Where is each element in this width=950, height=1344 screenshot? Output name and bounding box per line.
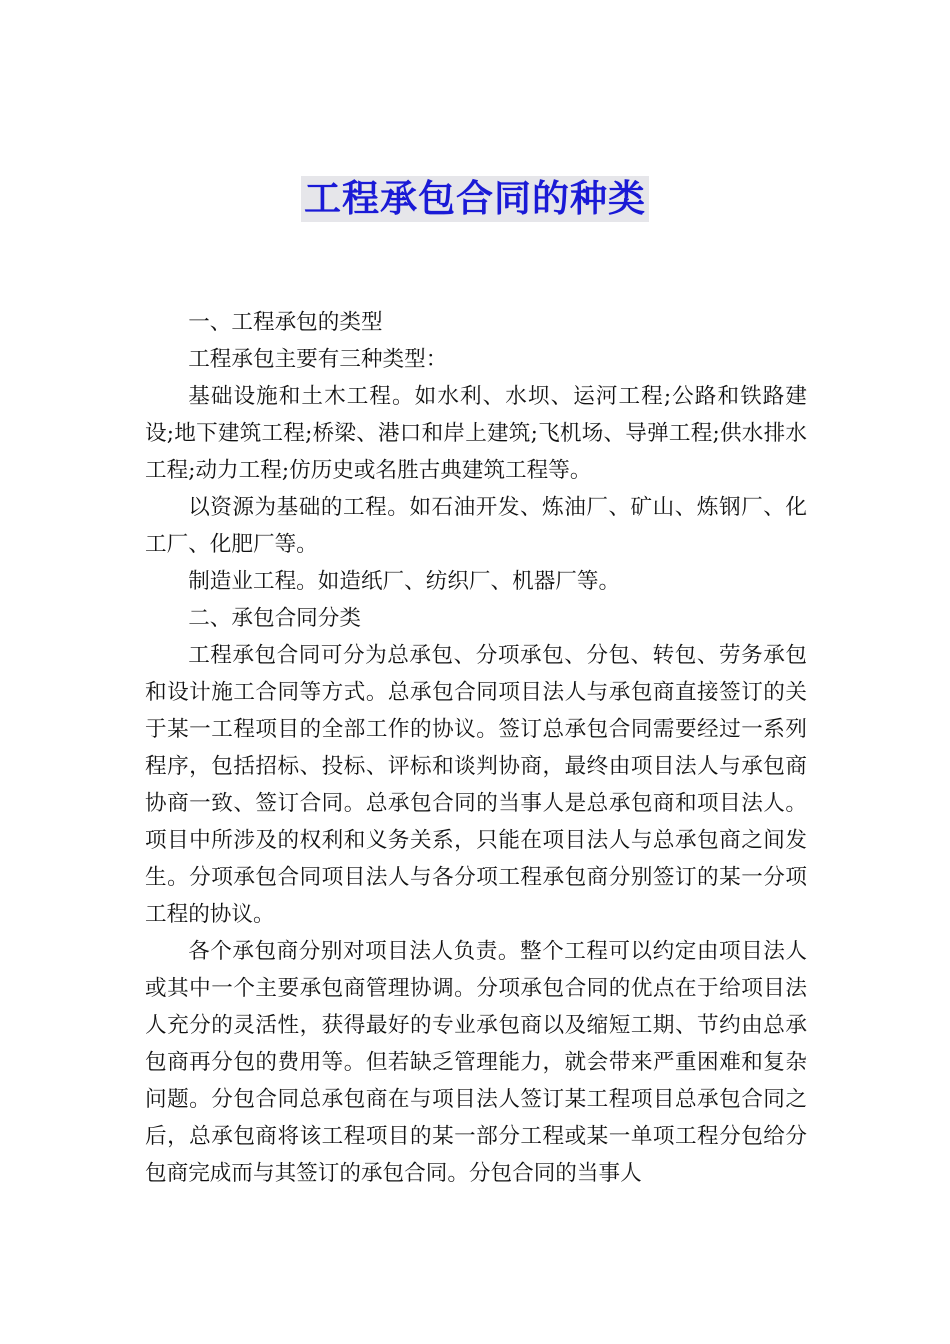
paragraph: 工程承包合同可分为总承包、分项承包、分包、转包、劳务承包和设计施工合同等方式。总承包合同项目法人与承包商直接签订的关于某一工程项目的全部工作的协议。签订总承包合同需要经过一系列程序，包括招标、投标、评标和谈判协商，最终由项目法人与承包商协商一致、签订合同。总承包合同的当事人是总承包商和项目法人。项目中所涉及的权利和义务关系，只能在项目法人与总承包商之间发生。分项承包合同项目法人与各分项工程承包商分别签订的某一分项工程的协议。 [145,643,807,927]
paragraph: 制造业工程。如造纸厂、纺织厂、机器厂等。 [188,569,621,594]
paragraph: 各个承包商分别对项目法人负责。整个工程可以约定由项目法人或其中一个主要承包商管理协调。分项承包合同的优点在于给项目法人充分的灵活性，获得最好的专业承包商以及缩短工期、节约由总承包商再分包的费用等。但若缺乏管理能力，就会带来严重困难和复杂问题。分包合同总承包商在与项目法人签订某工程项目总承包合同之后，总承包商将该工程项目的某一部分工程或某一单项工程分包给分包商完成而与其签订的承包合同。分包合同的当事人 [145,939,807,1186]
paragraph: 以资源为基础的工程。如石油开发、炼油厂、矿山、炼钢厂、化工厂、化肥厂等。 [145,495,807,557]
section-heading-2: 二、承包合同分类 [188,606,361,631]
paragraph: 工程承包主要有三种类型： [188,347,448,372]
document-title: 工程承包合同的种类 [301,176,649,222]
title-container [0,176,950,222]
section-heading-1: 一、工程承包的类型 [188,310,383,335]
document-body [145,304,807,1192]
paragraph: 基础设施和土木工程。如水利、水坝、运河工程;公路和铁路建设;地下建筑工程;桥梁、港口和岸上建筑;飞机场、导弹工程;供水排水工程;动力工程;仿历史或名胜古典建筑工程等。 [145,384,807,483]
